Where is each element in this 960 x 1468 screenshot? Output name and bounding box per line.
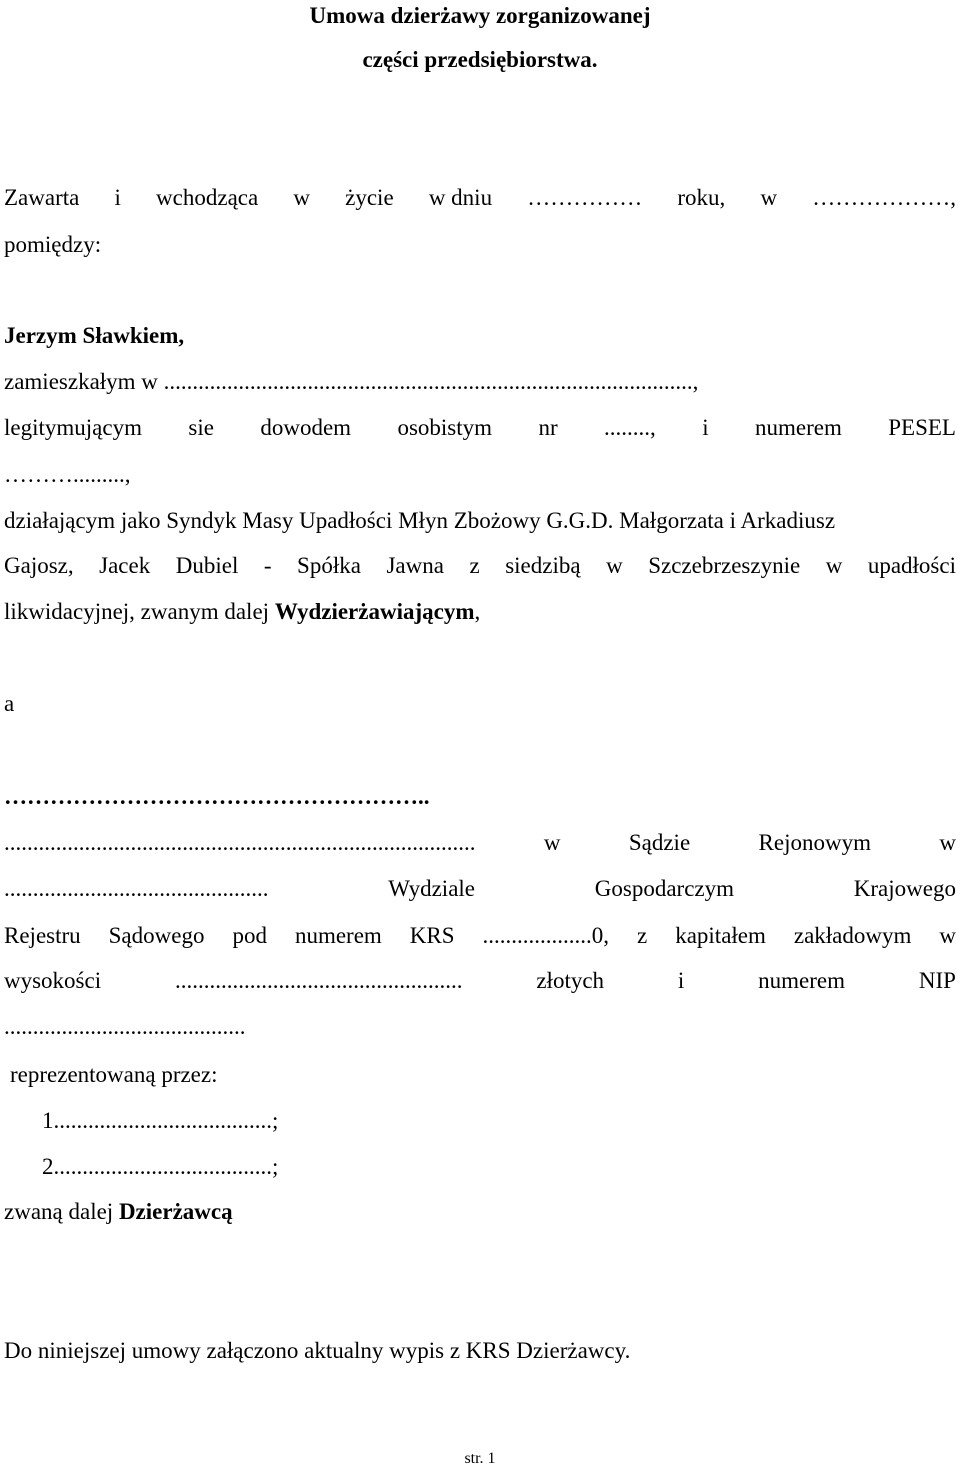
lessor-term: Wydzierżawiającym (274, 599, 475, 624)
page-number: str. 1 (464, 1450, 496, 1467)
party1-role: działającym jako Syndyk Masy Upadłości Młyn Zbożowy G.G.D. Małgorzata i Arkadiusz (4, 508, 836, 533)
doc-title-line-1: Umowa dzierżawy zorganizowanej (309, 3, 651, 28)
intro-word: roku, (677, 185, 726, 210)
representative-2: 2......................................; (42, 1154, 279, 1179)
intro-word: Zawarta (4, 185, 80, 210)
party2-court-line: .................................................................................. w Sądzie Rejonowym w (4, 830, 956, 855)
intro-word: wchodząca (156, 185, 259, 210)
date-blank: …………… (527, 185, 643, 210)
party2-name-blank: ……………………………………………….. (4, 784, 430, 809)
intro-between: pomiędzy: (4, 232, 102, 257)
party2-represented-by: reprezentowaną przez: (10, 1062, 218, 1087)
intro-word: i (114, 185, 121, 210)
intro-word: życie (345, 185, 394, 210)
party1-role-line-2: Gajosz, Jacek Dubiel - Spółka Jawna z siedzibą w Szczebrzeszynie w upadłości (4, 553, 956, 578)
party1-name: Jerzym Sławkiem, (4, 323, 185, 348)
party2-called: zwaną dalej Dzierżawcą (4, 1199, 233, 1224)
place-blank: ………………, (812, 185, 956, 210)
representative-1: 1......................................; (42, 1108, 279, 1133)
party1-address: zamieszkałym w ............................................................................................, (4, 369, 699, 394)
party2-krs-line: Rejestru Sądowego pod numerem KRS ...................0, z kapitałem zakładowym w (4, 923, 956, 948)
intro-word: w dniu (428, 185, 493, 210)
annex-note: Do niniejszej umowy załączono aktualny wypis z KRS Dzierżawcy. (4, 1338, 631, 1363)
lessee-term: Dzierżawcą (118, 1199, 233, 1224)
party2-nip: .......................................... (4, 1014, 246, 1039)
intro-line (4, 184, 956, 212)
conjunction: a (4, 691, 15, 716)
party2-dept-line: .............................................. Wydziale Gospodarczym Krajowego (4, 876, 956, 901)
party1-id-line: legitymującym sie dowodem osobistym nr ........, i numerem PESEL (4, 415, 956, 440)
intro-word: w (293, 185, 310, 210)
party2-capital-line: wysokości .................................................. złotych i numerem NIP (4, 968, 956, 993)
intro-word: w (760, 185, 778, 210)
doc-title-line-2: części przedsiębiorstwa. (362, 47, 598, 72)
party1-pesel: ………........., (4, 462, 131, 487)
party1-role-line-3: likwidacyjnej, zwanym dalej Wydzierżawiającym, (4, 599, 481, 624)
